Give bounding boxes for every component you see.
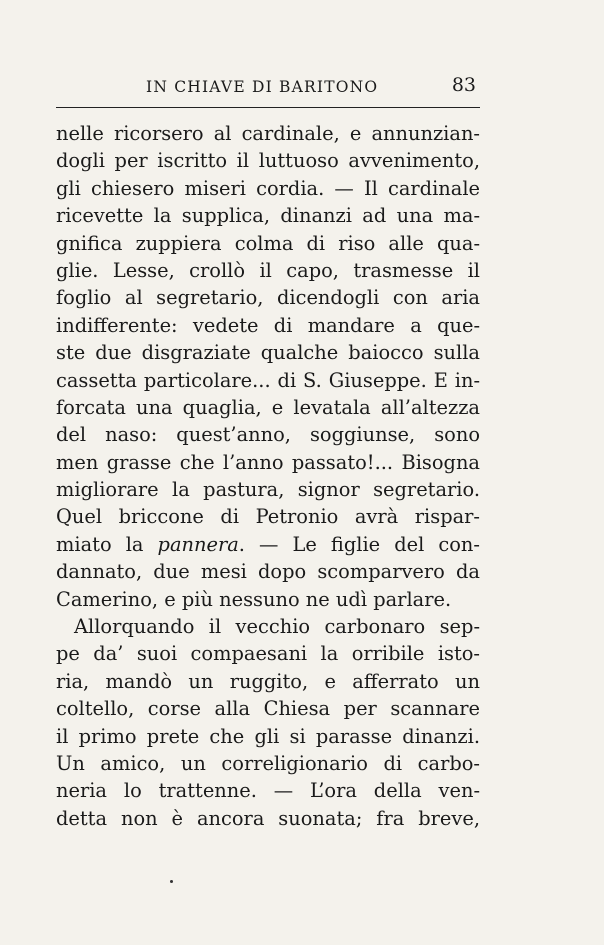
text-line: Quel briccone di Petronio avrà rispar- [56, 505, 480, 529]
text-line: coltello, corse alla Chiesa per scannare [56, 697, 480, 721]
text-line: forcata una quaglia, e levatala all’altezza [56, 395, 480, 419]
page-number: 83 [451, 74, 476, 96]
text-line: Camerino, e più nessuno ne udì parlare. [56, 587, 452, 611]
text-line: pe da’ suoi compaesani la orribile isto- [56, 642, 480, 666]
text-line: ricevette la supplica, dinanzi ad una ma- [56, 204, 480, 228]
text-line: gli chiesero miseri cordia. — Il cardinale [56, 176, 480, 200]
text-line: foglio al segretario, dicendogli con aria [56, 286, 480, 310]
text-line: neria lo trattenne. — L’ora della ven- [56, 779, 480, 803]
text-line: ste due disgraziate qualche baiocco sulla [56, 341, 480, 365]
text-line: Un amico, un correligionario di carbo- [56, 751, 480, 775]
text-line: ria, mandò un ruggito, e afferrato un [56, 669, 480, 693]
text-line: gnifica zuppiera colma di riso alle qua- [56, 231, 480, 255]
text-line: il primo prete che gli si parasse dinanzi. [56, 724, 480, 748]
text-line: dannato, due mesi dopo scomparvero da [56, 560, 480, 584]
text-line: detta non è ancora suonata; fra breve, [56, 806, 480, 830]
text-line: nelle ricorsero al cardinale, e annunzian- [56, 122, 480, 145]
text-line: men grasse che l’anno passato!... Bisogna [56, 450, 480, 474]
text-line: glie. Lesse, crollò il capo, trasmesse il [56, 258, 480, 282]
body-text [56, 120, 480, 832]
text-line: Allorquando il vecchio carbonaro sep- [74, 615, 480, 639]
text-line: cassetta particolare... di S. Giuseppe. E in- [56, 368, 480, 392]
text-line: del naso: quest’anno, soggiunse, sono [56, 423, 480, 447]
header-rule [56, 107, 480, 108]
text-line: miato la pannera. — Le figlie del con- [56, 532, 480, 556]
text-line: indifferente: vedete di mandare a que- [56, 313, 480, 337]
running-title: IN CHIAVE DI BARITONO [146, 78, 379, 96]
text-line: dogli per iscritto il luttuoso avvenimento, [56, 149, 480, 173]
ink-speck [170, 880, 173, 883]
running-head [54, 74, 480, 104]
text-line: migliorare la pastura, signor segretario. [56, 478, 480, 502]
